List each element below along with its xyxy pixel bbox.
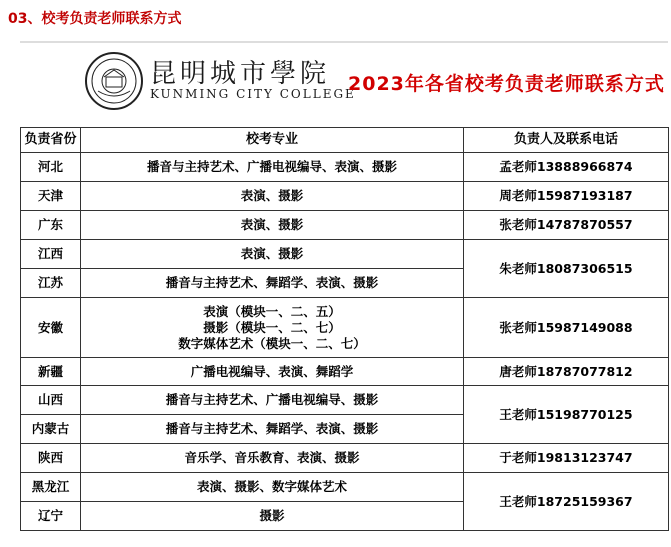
college-seal-logo bbox=[84, 51, 144, 111]
majors-cell: 播音与主持艺术、广播电视编导、表演、摄影 bbox=[81, 153, 464, 182]
majors-cell: 播音与主持艺术、广播电视编导、摄影 bbox=[81, 386, 464, 415]
table-row bbox=[21, 298, 669, 358]
column-header-province: 负责省份 bbox=[21, 128, 81, 153]
province-cell: 广东 bbox=[21, 211, 81, 240]
college-name-en: KUNMING CITY COLLEGE bbox=[150, 87, 356, 101]
contact-cell: 唐老师18787077812 bbox=[464, 358, 669, 386]
province-cell: 内蒙古 bbox=[21, 415, 81, 444]
contact-cell: 王老师18725159367 bbox=[464, 473, 669, 531]
contact-cell: 王老师15198770125 bbox=[464, 386, 669, 444]
contact-cell: 周老师15987193187 bbox=[464, 182, 669, 211]
majors-cell: 广播电视编导、表演、舞蹈学 bbox=[81, 358, 464, 386]
province-cell: 天津 bbox=[21, 182, 81, 211]
province-cell: 安徽 bbox=[21, 298, 81, 358]
majors-cell: 播音与主持艺术、舞蹈学、表演、摄影 bbox=[81, 415, 464, 444]
table-row bbox=[21, 444, 669, 473]
table-row bbox=[21, 153, 669, 182]
table-row bbox=[21, 358, 669, 386]
province-cell: 陕西 bbox=[21, 444, 81, 473]
table-header-row bbox=[21, 128, 669, 153]
contact-cell: 张老师15987149088 bbox=[464, 298, 669, 358]
province-cell: 江苏 bbox=[21, 269, 81, 298]
contact-cell: 张老师14787870557 bbox=[464, 211, 669, 240]
section-title: 03、校考负责老师联系方式 bbox=[8, 11, 182, 27]
column-header-majors: 校考专业 bbox=[81, 128, 464, 153]
contact-cell: 孟老师13888966874 bbox=[464, 153, 669, 182]
table-row bbox=[21, 386, 669, 415]
province-cell: 河北 bbox=[21, 153, 81, 182]
province-cell: 黑龙江 bbox=[21, 473, 81, 502]
majors-cell: 音乐学、音乐教育、表演、摄影 bbox=[81, 444, 464, 473]
table-row bbox=[21, 182, 669, 211]
poster-title: 2023年各省校考负责老师联系方式 bbox=[348, 73, 665, 95]
contact-poster bbox=[20, 41, 668, 547]
majors-cell: 表演、摄影、数字媒体艺术 bbox=[81, 473, 464, 502]
province-cell: 山西 bbox=[21, 386, 81, 415]
contact-cell: 朱老师18087306515 bbox=[464, 240, 669, 298]
table-row bbox=[21, 473, 669, 502]
majors-cell: 表演、摄影 bbox=[81, 211, 464, 240]
major-line: 表演（模块一、二、五） bbox=[203, 303, 341, 319]
major-line: 数字媒体艺术（模块一、二、七） bbox=[178, 335, 366, 351]
contacts-table bbox=[20, 127, 669, 531]
province-cell: 新疆 bbox=[21, 358, 81, 386]
majors-cell: 表演、摄影 bbox=[81, 182, 464, 211]
college-name-cn: 昆明城市學院 bbox=[150, 59, 331, 89]
major-line: 摄影（模块一、二、七） bbox=[203, 319, 341, 335]
province-cell: 江西 bbox=[21, 240, 81, 269]
majors-cell: 表演、摄影 bbox=[81, 240, 464, 269]
majors-cell: 摄影 bbox=[81, 502, 464, 531]
column-header-contact: 负责人及联系电话 bbox=[464, 128, 669, 153]
majors-cell: 播音与主持艺术、舞蹈学、表演、摄影 bbox=[81, 269, 464, 298]
poster-header bbox=[20, 43, 668, 125]
table-row bbox=[21, 211, 669, 240]
table-row bbox=[21, 240, 669, 269]
contact-cell: 于老师19813123747 bbox=[464, 444, 669, 473]
province-cell: 辽宁 bbox=[21, 502, 81, 531]
majors-cell bbox=[81, 298, 464, 358]
